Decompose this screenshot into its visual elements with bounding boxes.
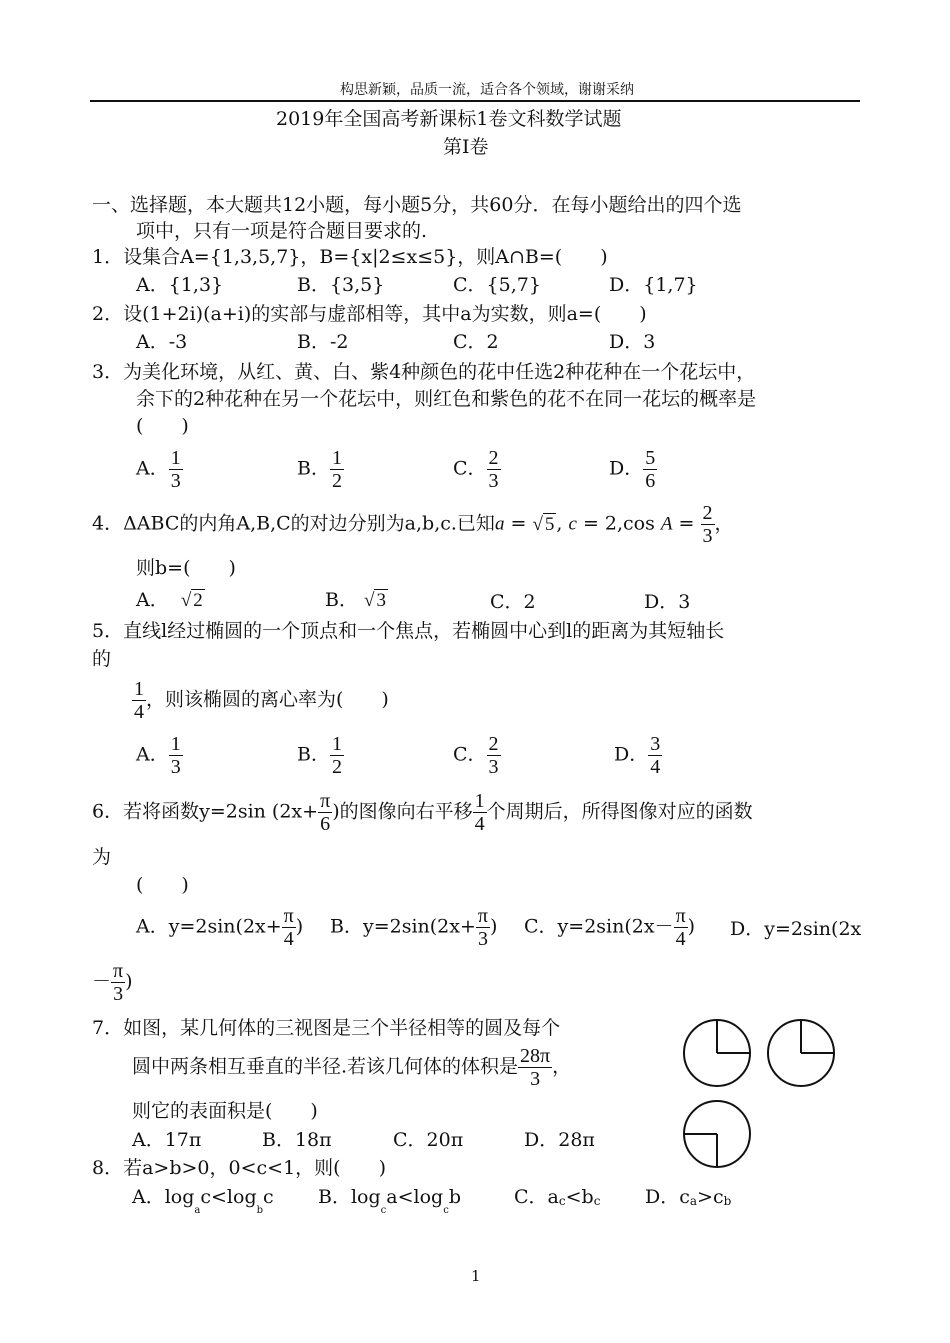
q6-stem-line3: ( ) <box>136 874 189 896</box>
q6-option-a-post: ) <box>295 915 304 938</box>
q8-option-a-mid: c<log <box>200 1186 257 1208</box>
q5-option-d-label: D． <box>614 743 649 766</box>
q6-option-c-pre: C．y=2sin(2x－ <box>524 915 674 938</box>
q7-fraction <box>518 1045 552 1090</box>
q3-stem-line1: 3．为美化环境，从红、黄、白、紫4种颜色的花中任选2种花种在一个花坛中， <box>92 361 756 383</box>
q6-option-b <box>330 905 497 950</box>
q5-option-c-fraction <box>487 733 501 778</box>
q7-stem-line3: 则它的表面积是( ) <box>132 1100 318 1122</box>
q4-eq3: = <box>672 512 701 535</box>
q3-option-d <box>609 447 657 492</box>
q4-var-a: a <box>494 513 505 535</box>
exponent: c <box>593 1194 601 1208</box>
q8-option-c-pre: C．a <box>514 1186 559 1208</box>
sqrt-radicand: 2 <box>193 590 203 611</box>
fraction-numerator: 2 <box>702 502 713 524</box>
q6-option-b-post: ) <box>490 915 498 938</box>
q3-option-d-fraction <box>643 447 657 492</box>
q6-option-d-minus: － <box>92 970 112 993</box>
q5-option-a-fraction <box>169 733 183 778</box>
q4-eq2: = 2,cos <box>576 512 661 535</box>
q2-option-b: B．-2 <box>297 331 349 353</box>
q7-option-b: B．18π <box>262 1129 332 1151</box>
q5-option-d-fraction <box>648 733 662 778</box>
top-view-circle <box>684 1101 750 1167</box>
q4-var-A: A <box>660 513 673 535</box>
fraction-numerator: 1 <box>134 678 144 700</box>
q3-option-c <box>453 447 501 492</box>
fraction-denominator: 4 <box>474 813 485 835</box>
q5-option-a-label: A． <box>136 743 169 766</box>
subscript: c <box>380 1205 387 1216</box>
q4-var-c: c <box>568 513 577 535</box>
fraction-denominator: 3 <box>170 470 181 492</box>
fraction-numerator: π <box>320 790 331 812</box>
q8-option-d <box>645 1185 731 1211</box>
q7-option-c: C．20π <box>393 1129 464 1151</box>
q5-option-b-label: B． <box>297 743 330 766</box>
q6-fraction-1-4 <box>473 790 487 835</box>
q4-option-a-label: A． <box>136 589 169 611</box>
subscript: b <box>256 1205 264 1216</box>
fraction-numerator: 28π <box>520 1045 551 1067</box>
q6-option-c-post: ) <box>687 915 696 938</box>
exponent: b <box>723 1194 732 1208</box>
fraction-denominator: 3 <box>518 1067 552 1090</box>
q7-stem-line2 <box>132 1045 571 1090</box>
q4-eq1: = <box>504 512 533 535</box>
fraction-numerator: 3 <box>650 733 661 755</box>
fraction-denominator: 6 <box>318 812 332 835</box>
q3-option-a-fraction <box>169 447 183 492</box>
subscript: c <box>443 1205 449 1216</box>
q4-option-b-sqrt: √ 3 <box>364 590 386 611</box>
q4-option-a-sqrt: √ 2 <box>180 590 203 611</box>
q6-option-a <box>136 905 303 950</box>
fraction-denominator: 4 <box>134 701 144 723</box>
header-rule <box>90 100 860 102</box>
q8-option-b-pre: B．log <box>318 1186 381 1208</box>
section-intro-line2: 项中，只有一项是符合题目要求的. <box>136 220 428 242</box>
q4-option-a <box>136 588 205 613</box>
q4-fraction <box>701 502 715 547</box>
q5-option-d <box>614 733 662 778</box>
q8-option-b-post: b <box>448 1186 461 1208</box>
q6-part3: 个周期后，所得图像对应的函数 <box>486 800 753 823</box>
q5-stem-line2: 的 <box>92 648 112 670</box>
fraction-numerator: 1 <box>170 447 181 469</box>
q1-stem: 1．设集合A={1,3,5,7}，B={x|2≤x≤5}，则A∩B=( ) <box>92 246 608 268</box>
q5-option-b-fraction <box>330 733 344 778</box>
q8-option-c <box>514 1185 600 1211</box>
front-view-circle <box>684 1020 750 1086</box>
header-slogan: 构思新颖，品质一流，适合各个领域，谢谢采纳 <box>340 82 634 98</box>
q6-part1: 6．若将函数y=2sin (2x+ <box>92 800 319 823</box>
fraction-denominator: 2 <box>331 470 342 492</box>
fraction-numerator: 2 <box>488 733 499 755</box>
q1-option-c: C．{5,7} <box>453 274 541 296</box>
q3-stem-line3: ( ) <box>136 415 189 437</box>
q3-option-b-label: B． <box>297 457 330 480</box>
q5-fraction <box>132 678 146 723</box>
fraction-denominator: 3 <box>488 756 499 778</box>
q7-option-d: D．28π <box>524 1129 595 1151</box>
q6-stem-line1 <box>92 790 753 835</box>
q7-stem-line1: 7．如图，某几何体的三视图是三个半径相等的圆及每个 <box>92 1017 561 1039</box>
three-view-figure <box>676 1012 846 1172</box>
q4-stem-line2: 则b=( ) <box>136 557 236 579</box>
q3-option-a <box>136 447 183 492</box>
q5-stem-line1: 5．直线l经过椭圆的一个顶点和一个焦点，若椭圆中心到l的距离为其短轴长 <box>92 620 725 642</box>
q5-option-a <box>136 733 183 778</box>
q8-option-d-pre: D．c <box>645 1186 690 1208</box>
fraction-numerator: π <box>477 905 489 927</box>
q6-option-d-post: ) <box>125 970 133 993</box>
sqrt-radicand: 5 <box>544 513 555 535</box>
fraction-numerator: 1 <box>170 733 181 755</box>
q6-option-d-fraction <box>111 960 125 1005</box>
q8-option-a-pre: A．log <box>132 1186 195 1208</box>
q3-option-c-fraction <box>487 447 501 492</box>
q4-sqrt5: √ 5 <box>532 513 555 535</box>
q3-option-b-fraction <box>330 447 344 492</box>
fraction-numerator: 1 <box>331 447 342 469</box>
q6-option-d-cont <box>92 960 133 1005</box>
q7-stem-line2-text: 圆中两条相互垂直的半径.若该几何体的体积是 <box>132 1055 519 1078</box>
q3-option-c-label: C． <box>453 457 487 480</box>
q6-option-c-fraction <box>674 905 688 950</box>
q7-stem-line2-tail: ， <box>552 1055 572 1078</box>
fraction-denominator: 4 <box>282 927 296 950</box>
fraction-numerator: π <box>113 960 124 982</box>
doc-title: 2019年全国高考新课标1卷文科数学试题 <box>276 108 622 130</box>
fraction-denominator: 3 <box>111 982 125 1005</box>
section-intro-line1: 一、选择题，本大题共12小题，每小题5分，共60分．在每小题给出的四个选 <box>92 194 742 216</box>
fraction-denominator: 3 <box>476 927 490 950</box>
q3-option-b <box>297 447 344 492</box>
fraction-denominator: 3 <box>170 756 181 778</box>
q6-option-d-pre: D．y=2sin(2x <box>730 918 862 940</box>
q8-stem: 8．若a>b>0，0<c<1，则( ) <box>92 1157 386 1179</box>
q2-option-d: D．3 <box>609 331 656 353</box>
q6-part2: )的图像向右平移 <box>332 800 473 823</box>
fraction-denominator: 4 <box>674 927 688 950</box>
q5-option-b <box>297 733 344 778</box>
fraction-denominator: 4 <box>650 756 661 778</box>
side-view-circle <box>768 1020 834 1086</box>
fraction-numerator: π <box>283 905 294 927</box>
q5-option-c-label: C． <box>453 743 487 766</box>
exponent: c <box>558 1194 566 1208</box>
q4-stem <box>92 502 734 547</box>
q1-option-b: B．{3,5} <box>297 274 385 296</box>
q4-option-b <box>325 588 388 613</box>
q8-option-c-mid: <b <box>565 1186 594 1208</box>
q4-option-d: D．3 <box>644 591 691 613</box>
fraction-numerator: 1 <box>331 733 342 755</box>
fraction-denominator: 2 <box>331 756 342 778</box>
q2-option-a: A．-3 <box>136 331 188 353</box>
q8-option-a-post: c <box>263 1186 274 1208</box>
q5-stem-line3 <box>132 678 389 723</box>
q2-option-c: C．2 <box>453 331 499 353</box>
q4-stem-text: 4．ΔABC的内角A,B,C的对边分别为a,b,c.已知 <box>92 512 495 535</box>
q2-stem: 2．设(1+2i)(a+i)的实部与虚部相等，其中a为实数，则a=( ) <box>92 303 647 325</box>
q6-option-a-fraction <box>282 905 296 950</box>
q6-option-c <box>524 905 695 950</box>
exponent: a <box>689 1194 698 1208</box>
q4-option-b-label: B． <box>325 589 358 611</box>
q5-option-c <box>453 733 501 778</box>
q8-option-b-mid: a<log <box>386 1186 444 1208</box>
q6-option-b-fraction <box>476 905 490 950</box>
fraction-denominator: 6 <box>645 470 656 492</box>
q4-comma: , <box>556 512 569 535</box>
q4-tail: ， <box>714 512 734 535</box>
q8-option-d-mid: >c <box>697 1186 724 1208</box>
fraction-numerator: π <box>675 905 686 927</box>
q8-option-a <box>132 1185 274 1216</box>
q6-option-b-pre: B．y=2sin(2x+ <box>330 915 476 938</box>
fraction-denominator: 3 <box>488 470 499 492</box>
doc-part: 第Ⅰ卷 <box>443 136 489 158</box>
q3-option-d-label: D． <box>609 457 644 480</box>
subscript: a <box>194 1205 201 1216</box>
q6-fraction-pi-6 <box>318 790 332 835</box>
q5-stem-text: ，则该椭圆的离心率为( ) <box>146 688 389 711</box>
fraction-numerator: 1 <box>474 790 485 812</box>
q6-option-a-pre: A．y=2sin(2x+ <box>136 915 282 938</box>
q6-stem-line2: 为 <box>92 846 112 868</box>
q3-stem-line2: 余下的2种花种在另一个花坛中，则红色和紫色的花不在同一花坛的概率是 <box>136 388 757 410</box>
q1-option-a: A．{1,3} <box>136 274 224 296</box>
fraction-numerator: 2 <box>488 447 499 469</box>
q3-option-a-label: A． <box>136 457 169 480</box>
page-number: 1 <box>471 1267 481 1285</box>
q7-option-a: A．17π <box>132 1129 202 1151</box>
sqrt-radicand: 3 <box>376 590 386 611</box>
fraction-numerator: 5 <box>645 447 656 469</box>
fraction-denominator: 3 <box>702 525 713 547</box>
q1-option-d: D．{1,7} <box>609 274 698 296</box>
q4-option-c: C．2 <box>490 591 536 613</box>
q8-option-b <box>318 1185 461 1216</box>
